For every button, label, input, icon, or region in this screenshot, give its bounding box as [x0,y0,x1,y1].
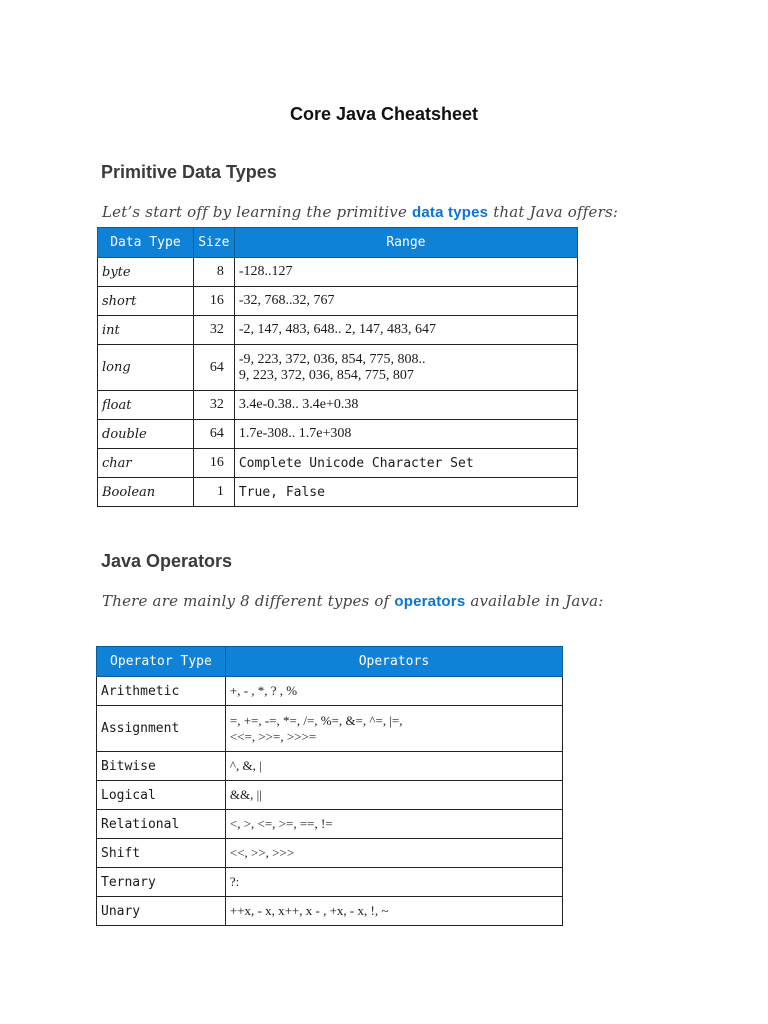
operators-cell: <<, >>, >>> [225,839,562,868]
table-row [98,258,578,287]
operators-link[interactable]: operators [394,593,466,610]
operators-line: =, +=, -=, *=, /=, %=, &=, ^=, |=, [229,712,403,728]
type-cell: float [98,391,194,420]
primitive-types-table [97,227,578,507]
table-row [97,677,563,706]
range-cell [234,345,577,391]
size-cell: 32 [193,391,234,420]
size-cell: 1 [193,478,234,507]
page-title: Core Java Cheatsheet [289,104,479,124]
range-cell: -32, 768..32, 767 [234,287,577,316]
operator-type-cell: Shift [97,839,226,868]
table-row [98,316,578,345]
range-line: -9, 223, 372, 036, 854, 775, 808.. [238,351,426,367]
table-row [97,897,563,926]
table-row [98,391,578,420]
data-types-link[interactable]: data types [412,204,489,221]
column-header: Range [234,228,577,258]
range-line: 9, 223, 372, 036, 854, 775, 807 [238,367,414,383]
type-cell: short [98,287,194,316]
range-cell: 3.4e-0.38.. 3.4e+0.38 [234,391,577,420]
java-operators-heading: Java Operators [101,551,233,571]
size-cell: 64 [193,345,234,391]
type-cell: byte [98,258,194,287]
table-row [97,810,563,839]
column-header: Size [193,228,234,258]
type-cell: char [98,449,194,478]
operator-type-cell: Logical [97,781,226,810]
intro-text: There are mainly 8 different types of [102,592,395,610]
operators-cell: ^, &, | [225,752,562,781]
table-row [97,752,563,781]
operators-cell: +, - , *, ? , % [225,677,562,706]
table-row [98,478,578,507]
column-header: Operator Type [97,647,226,677]
range-cell: True, False [234,478,577,507]
table-row [98,449,578,478]
intro-text: that Java offers: [488,203,619,221]
size-cell: 32 [193,316,234,345]
size-cell: 16 [193,287,234,316]
operator-type-cell: Arithmetic [97,677,226,706]
intro-text: available in Java: [465,592,604,610]
operator-type-cell: Assignment [97,706,226,752]
table-header-row [98,228,578,258]
type-cell: int [98,316,194,345]
operator-type-cell: Bitwise [97,752,226,781]
primitive-types-heading: Primitive Data Types [101,162,277,182]
range-cell: 1.7e-308.. 1.7e+308 [234,420,577,449]
operators-cell [225,706,562,752]
table-row [97,781,563,810]
table-row [97,706,563,752]
range-cell: Complete Unicode Character Set [234,449,577,478]
column-header: Data Type [98,228,194,258]
type-cell: long [98,345,194,391]
java-operators-intro [102,592,604,610]
table-row [98,345,578,391]
size-cell: 8 [193,258,234,287]
size-cell: 64 [193,420,234,449]
table-header-row [97,647,563,677]
table-row [97,839,563,868]
type-cell: double [98,420,194,449]
range-cell: -128..127 [234,258,577,287]
operators-line: <<=, >>=, >>>= [229,728,317,744]
table-row [97,868,563,897]
operator-type-cell: Relational [97,810,226,839]
column-header: Operators [225,647,562,677]
primitive-types-intro [102,203,618,221]
range-cell: -2, 147, 483, 648.. 2, 147, 483, 647 [234,316,577,345]
table-row [98,287,578,316]
operator-type-cell: Ternary [97,868,226,897]
operators-cell: &&, || [225,781,562,810]
type-cell: Boolean [98,478,194,507]
operators-cell: ++x, - x, x++, x - , +x, - x, !, ~ [225,897,562,926]
intro-text: Let’s start off by learning the primitive [102,203,413,221]
operators-table [96,646,563,926]
table-row [98,420,578,449]
operator-type-cell: Unary [97,897,226,926]
operators-cell: <, >, <=, >=, ==, != [225,810,562,839]
size-cell: 16 [193,449,234,478]
operators-cell: ?: [225,868,562,897]
